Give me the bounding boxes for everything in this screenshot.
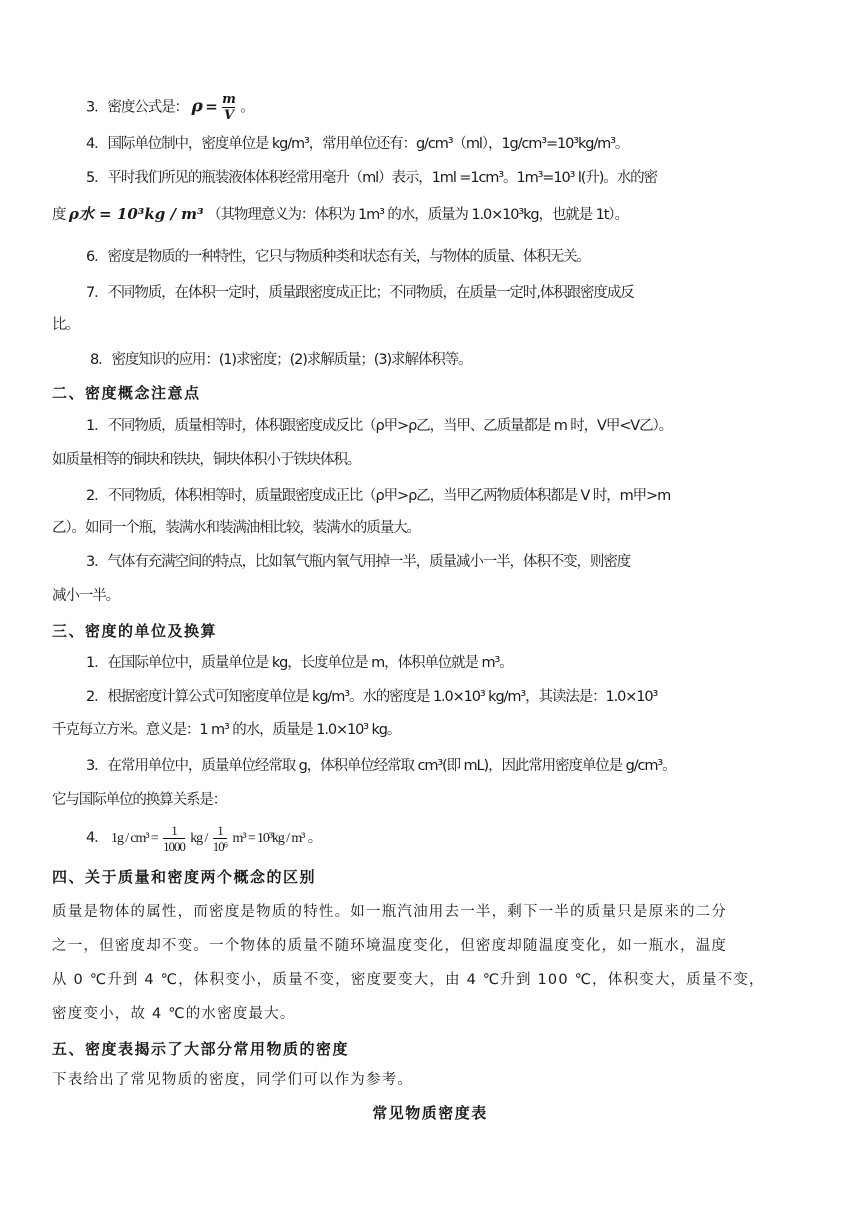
section-3-p2-line-2: 千克每立方米。意义是：1 m³ 的水，质量是 1.0×10³ kg。 [52, 722, 401, 738]
item-3-density-formula [0, 92, 860, 123]
section-2-p2-line-2: 乙）。如同一个瓶，装满水和装满油相比较，装满水的质量大。 [52, 520, 420, 536]
item-3-end: 。 [240, 99, 254, 116]
section-2-p3-line-1: 3．气体有充满空间的特点，比如氧气瓶内氧气用掉一半，质量减小一半，体积不变，则密度 [86, 554, 631, 570]
section-4-heading: 四、关于质量和密度两个概念的区别 [52, 868, 317, 886]
item-7-line-1: 7．不同物质，在体积一定时，质量跟密度成正比；不同物质，在质量一定时,体积跟密度成反 [86, 285, 634, 301]
section-5-heading: 五、密度表揭示了大部分常用物质的密度 [52, 1040, 350, 1058]
section-3-p3-line-2: 它与国际单位的换算关系是： [52, 792, 227, 808]
item-5-meaning: （其物理意义为：体积为 1m³ 的水，质量为 1.0×10³kg，也就是 1t）。 [207, 207, 628, 223]
item-8-applications: 8．密度知识的应用：(1)求密度；(2)求解质量；(3)求解体积等。 [90, 352, 472, 368]
section-2-p3-line-2: 减小一半。 [52, 588, 119, 604]
formula-equals: = [205, 97, 217, 116]
conversion-fraction-1 [163, 823, 185, 854]
conversion-lhs: 1g / cm³ = [111, 831, 158, 846]
conversion-mid: kg / [190, 831, 208, 846]
density-table-caption: 常见物质密度表 [372, 1104, 488, 1122]
section-3-p4-prefix: 4． [86, 830, 108, 846]
section-5-intro: 下表给出了常见物质的密度，同学们可以作为参考。 [52, 1072, 414, 1088]
formula-denominator: V [224, 108, 233, 123]
water-density-formula: ρ水 = 10³kg / m³ [68, 205, 204, 223]
section-4-line-4: 密度变小，故 4 ℃的水密度最大。 [52, 1006, 296, 1022]
section-4-line-2: 之一，但密度却不变。一个物体的质量不随环境温度变化，但密度却随温度变化，如一瓶水，温度 [52, 938, 728, 954]
fraction-2-denominator: 10⁶ [212, 838, 228, 854]
fraction-1-denominator: 1000 [163, 838, 185, 854]
item-3-text: 3．密度公式是： [86, 99, 188, 116]
section-3-heading: 三、密度的单位及换算 [52, 622, 218, 640]
item-5-prefix: 度 [52, 207, 66, 223]
section-4-line-1: 质量是物体的属性，而密度是物质的特性。如一瓶汽油用去一半，剩下一半的质量只是原来的二分 [52, 904, 728, 920]
section-2-p2-line-1: 2．不同物质，体积相等时，质量跟密度成正比（ρ甲>ρ乙，当甲乙两物质体积都是 V 时，m甲>m [86, 488, 671, 504]
item-7-line-2: 比。 [52, 317, 79, 333]
fraction-1-numerator: 1 [163, 823, 185, 839]
conversion-fraction-2 [213, 823, 227, 854]
formula-rho: ρ [191, 96, 202, 117]
section-4-line-3: 从 0 ℃升到 4 ℃，体积变小，质量不变，密度要变大，由 4 ℃升到 100 ℃，体积变大，质量不变， [52, 972, 765, 988]
item-4-units: 4．国际单位制中，密度单位是 kg/m³，常用单位还有：g/cm³（ml），1g/cm³=10³kg/m³。 [86, 136, 629, 152]
section-2-p1-line-2: 如质量相等的铜块和铁块，铜块体积小于铁块体积。 [52, 452, 361, 468]
item-6-property: 6．密度是物质的一种特性，它只与物质种类和状态有关，与物体的质量、体积无关。 [86, 249, 590, 265]
formula-fraction [222, 92, 235, 123]
section-3-p3-line-1: 3．在常用单位中，质量单位经常取 g，体积单位经常取 cm³(即 mL)，因此常用密度单位是 g/cm³。 [86, 758, 676, 774]
section-2-p1-line-1: 1．不同物质，质量相等时，体积跟密度成反比（ρ甲>ρ乙，当甲、乙质量都是 m 时，V甲<V乙）。 [86, 418, 673, 434]
section-3-p4-end: 。 [307, 830, 322, 846]
fraction-2-numerator: 1 [213, 823, 227, 839]
section-3-p1: 1．在国际单位中，质量单位是 kg，长度单位是 m，体积单位就是 m³。 [86, 655, 513, 671]
formula-numerator: m [222, 92, 235, 107]
item-5-line-2 [0, 202, 860, 226]
section-3-p4-conversion [0, 818, 860, 858]
item-5-line-1: 5．平时我们所见的瓶装液体体积经常用毫升（ml）表示，1ml =1cm³。1m³=10³ l(升)。水的密 [86, 170, 657, 186]
conversion-rhs: m³ = 10³kg / m³ [232, 831, 305, 846]
section-3-p2-line-1: 2．根据密度计算公式可知密度单位是 kg/m³。水的密度是 1.0×10³ kg/m³，其读法是：1.0×10³ [86, 689, 658, 705]
section-2-heading: 二、密度概念注意点 [52, 384, 201, 402]
